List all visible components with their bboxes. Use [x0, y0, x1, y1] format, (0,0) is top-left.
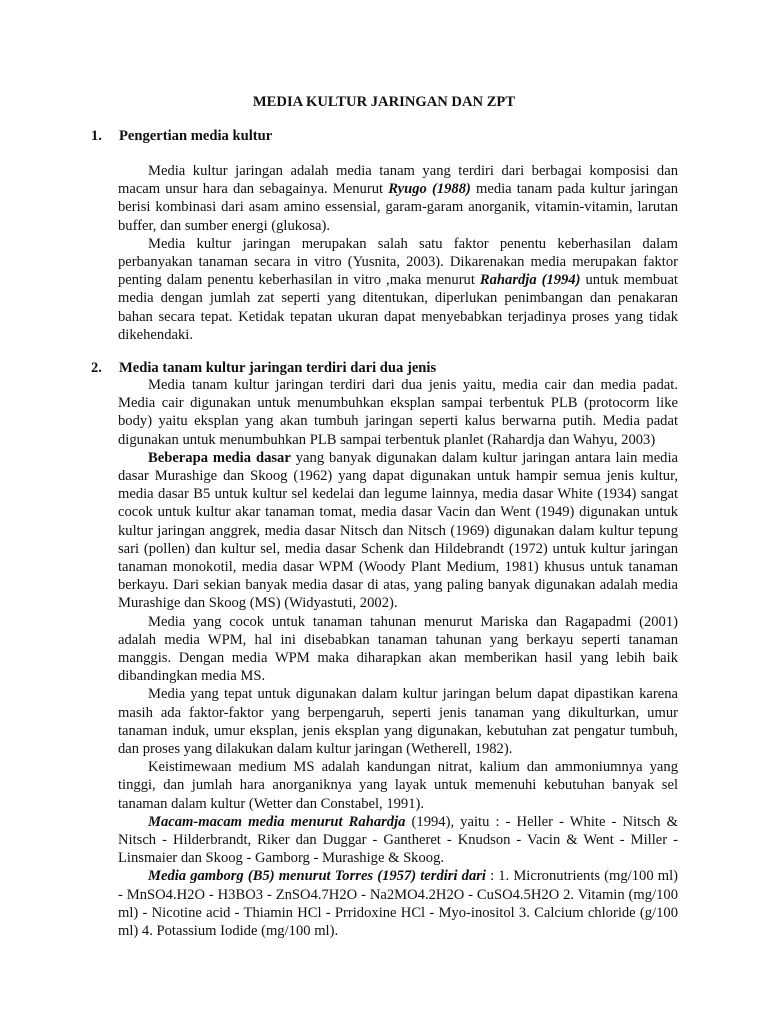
lead-phrase: Media gamborg (B5) menurut Torres (1957) terdiri dari — [148, 868, 486, 885]
section-2-paragraph — [118, 813, 678, 868]
section-1-heading-text: Pengertian media kultur — [119, 128, 273, 144]
citation: Rahardja (1994) — [479, 272, 581, 289]
section-2-body — [118, 376, 678, 940]
section-2-heading-text: Media tanam kultur jaringan terdiri dari dua jenis — [119, 360, 437, 376]
section-1-number: 1. — [91, 128, 102, 144]
section-2-heading — [91, 359, 436, 377]
section-1-body — [118, 162, 678, 344]
lead-phrase: Beberapa media dasar — [148, 449, 291, 466]
citation: Ryugo (1988) — [388, 181, 471, 198]
paragraph-text: (1994), yaitu : - Heller - White - Nitsch & Nitsch - Hilderbrandt, Riker dan Duggar - Gantheret - Knudson - Vacin & Went - Miller - Linsmaier dan Skoog - Gamborg - Murashige & Skoog. — [118, 813, 678, 867]
section-2-paragraph — [118, 867, 678, 940]
section-1-paragraph — [118, 235, 678, 344]
section-2-paragraph: Keistimewaan medium MS adalah kandungan nitrat, kalium dan ammoniumnya yang tinggi, dan jumlah hara anorganiknya yang layak untuk memenuhi kebutuhan banyak sel tanaman dalam kultur (Wetter dan Constabel, 1991). — [118, 759, 678, 812]
paragraph-text: : 1. Micronutrients (mg/100 ml) - MnSO4.H2O - H3BO3 - ZnSO4.7H2O - Na2MO4.2H2O - CuSO4.5H2O 2. Vitamin (mg/100 ml) - Nicotine acid - Thiamin HCl - Prridoxine HCl - Myo-inositol 3. Calcium chloride (g/100 ml) 4. Potassium Iodide (mg/100 ml). — [118, 868, 678, 940]
document-title: MEDIA KULTUR JARINGAN DAN ZPT — [252, 94, 516, 110]
paragraph-text: untuk membuat media dengan jumlah zat seperti yang ditentukan, diperlukan penimbangan dan penakaran bahan secara tepat. Ketidak tepatan ukuran dapat menyebabkan terjadinya proses yang tidak dikehendaki. — [118, 272, 678, 343]
section-1-paragraph — [118, 162, 678, 235]
section-2-number: 2. — [91, 360, 102, 376]
section-2-paragraph: Media tanam kultur jaringan terdiri dari dua jenis yaitu, media cair dan media padat. Media cair digunakan untuk menumbuhkan eksplan sampai terbentuk PLB (protocorm like body) yaitu eksplan yang akan tumbuh jaringan seperti kalus berwarna putih. Media padat digunakan untuk menumbuhkan PLB sampai terbentuk planlet (Rahardja dan Wahyu, 2003) — [118, 377, 678, 448]
paragraph-text: Media kultur jaringan merupakan salah satu faktor penentu keberhasilan dalam perbanyakan tanaman secara in vitro (Yusnita, 2003). Dikarenakan media merupakan faktor penting dalam penentu keberhasilan in vitro ,maka menurut — [118, 235, 678, 289]
lead-phrase: Macam-macam media menurut Rahardja — [148, 813, 406, 830]
paragraph-text: yang banyak digunakan dalam kultur jaringan antara lain media dasar Murashige dan Skoog (1962) yang dapat digunakan untuk hampir semua jenis kultur, media dasar B5 untuk kultur sel kedelai dan legume lainnya, media dasar White (1934) sangat cocok untuk kultur akar tanaman tomat, media dasar Vacin dan Went (1949) digunakan untuk kultur jaringan anggrek, media dasar Nitsch dan Nitsch (1969) digunakan dalam kultur tepung sari (pollen) dan kultur sel, media dasar Schenk dan Hildebrandt (1972) untuk kultur jaringan tanaman monokotil, media dasar WPM (Woody Plant Medium, 1981) khusus untuk tanaman berkayu. Dari sekian banyak media dasar di atas, yang paling banyak digunakan adalah media Murashige dan Skoog (MS) (Widyastuti, 2002). — [118, 449, 679, 612]
section-1-heading — [91, 127, 272, 145]
section-2-paragraph: Media yang cocok untuk tanaman tahunan menurut Mariska dan Ragapadmi (2001) adalah media WPM, hal ini disebabkan tanaman tahunan yang berkayu seperti tanaman manggis. Dengan media WPM maka diharapkan akan memberikan hasil yang lebih baik dibandingkan media MS. — [118, 613, 678, 685]
section-2-paragraph: Media yang tepat untuk digunakan dalam kultur jaringan belum dapat dipastikan karena masih ada faktor-faktor yang berpengaruh, seperti jenis tanaman yang dikulturkan, umur tanaman induk, umur eksplan, jenis eksplan yang digunakan, kebutuhan zat pengatur tumbuh, dan proses yang dilakukan dalam kultur jaringan (Wetherell, 1982). — [118, 686, 678, 758]
section-2-paragraph — [118, 449, 678, 613]
paragraph-text: media tanam pada kultur jaringan berisi kombinasi dari asam amino essensial, garam-garam anorganik, vitamin-vitamin, larutan buffer, dan sumber energi (glukosa). — [118, 181, 678, 234]
paragraph-text: Media kultur jaringan adalah media tanam yang terdiri dari berbagai komposisi dan macam unsur hara dan sebagainya. Menurut — [118, 163, 678, 198]
